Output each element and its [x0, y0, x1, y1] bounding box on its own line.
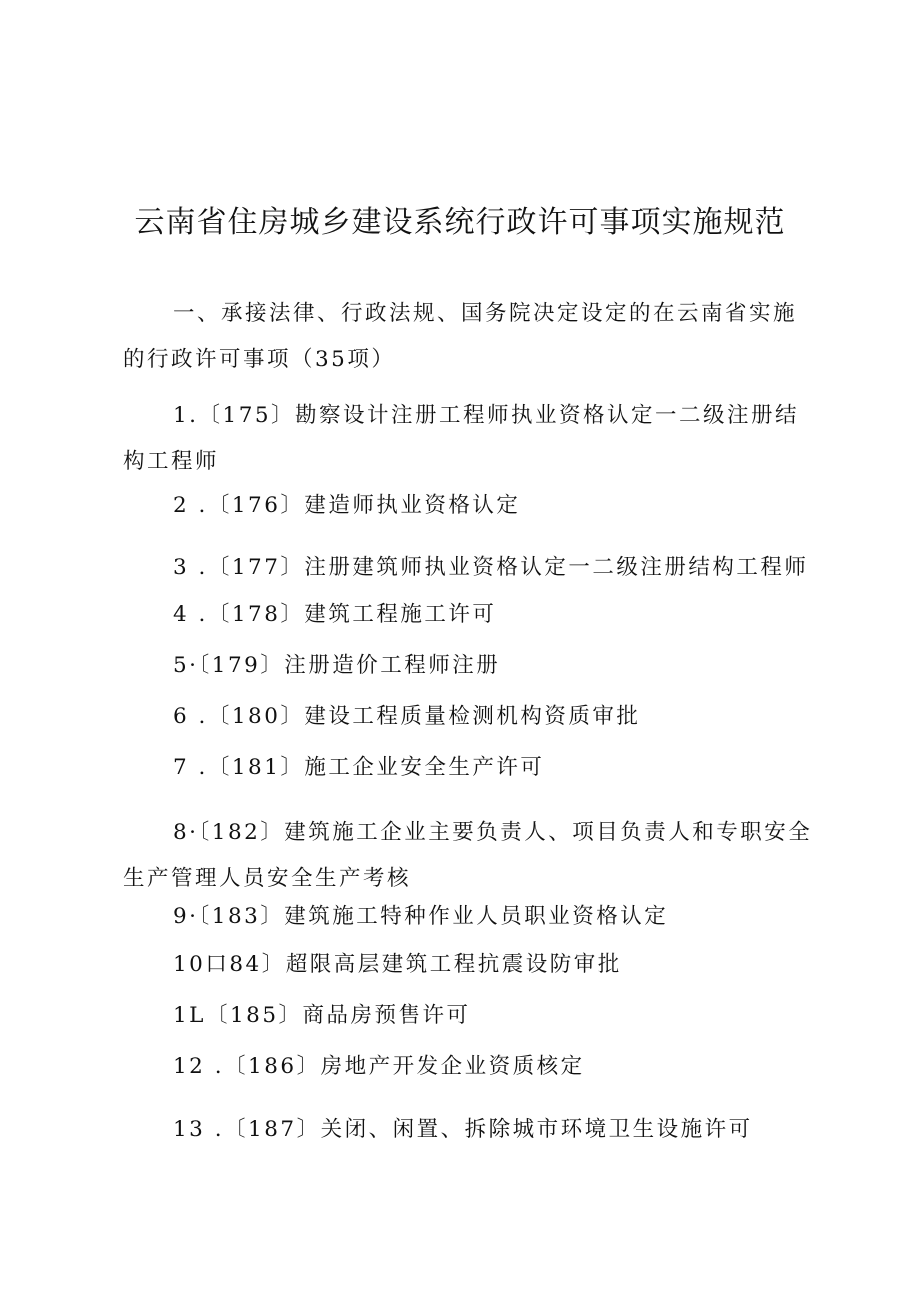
list-item: 10口84〕超限高层建筑工程抗震设防审批 — [173, 952, 622, 977]
list-item: 13 .〔187〕关闭、闲置、拆除城市环境卫生设施许可 — [173, 1117, 753, 1142]
section-heading: 一、承接法律、行政法规、国务院决定设定的在云南省实施的行政许可事项（35项） — [123, 301, 798, 372]
list-item: 4 .〔178〕建筑工程施工许可 — [173, 602, 497, 627]
document-title: 云南省住房城乡建设系统行政许可事项实施规范 — [134, 205, 786, 240]
list-item: 5·〔179〕注册造价工程师注册 — [173, 653, 501, 678]
list-item: 6 .〔180〕建设工程质量检测机构资质审批 — [173, 704, 641, 729]
list-item: 2 .〔176〕建造师执业资格认定 — [173, 493, 521, 518]
list-item: 12 .〔186〕房地产开发企业资质核定 — [173, 1054, 585, 1079]
list-item: 1L〔185〕商品房预售许可 — [173, 1003, 471, 1028]
list-item: 3 .〔177〕注册建筑师执业资格认定一二级注册结构工程师 — [173, 555, 809, 580]
list-item: 8·〔182〕建筑施工企业主要负责人、项目负责人和专职安全生产管理人员安全生产考核 — [123, 820, 813, 891]
list-item: 1.〔175〕勘察设计注册工程师执业资格认定一二级注册结构工程师 — [123, 403, 800, 474]
list-item: 7 .〔181〕施工企业安全生产许可 — [173, 755, 545, 780]
list-item: 9·〔183〕建筑施工特种作业人员职业资格认定 — [173, 904, 669, 929]
